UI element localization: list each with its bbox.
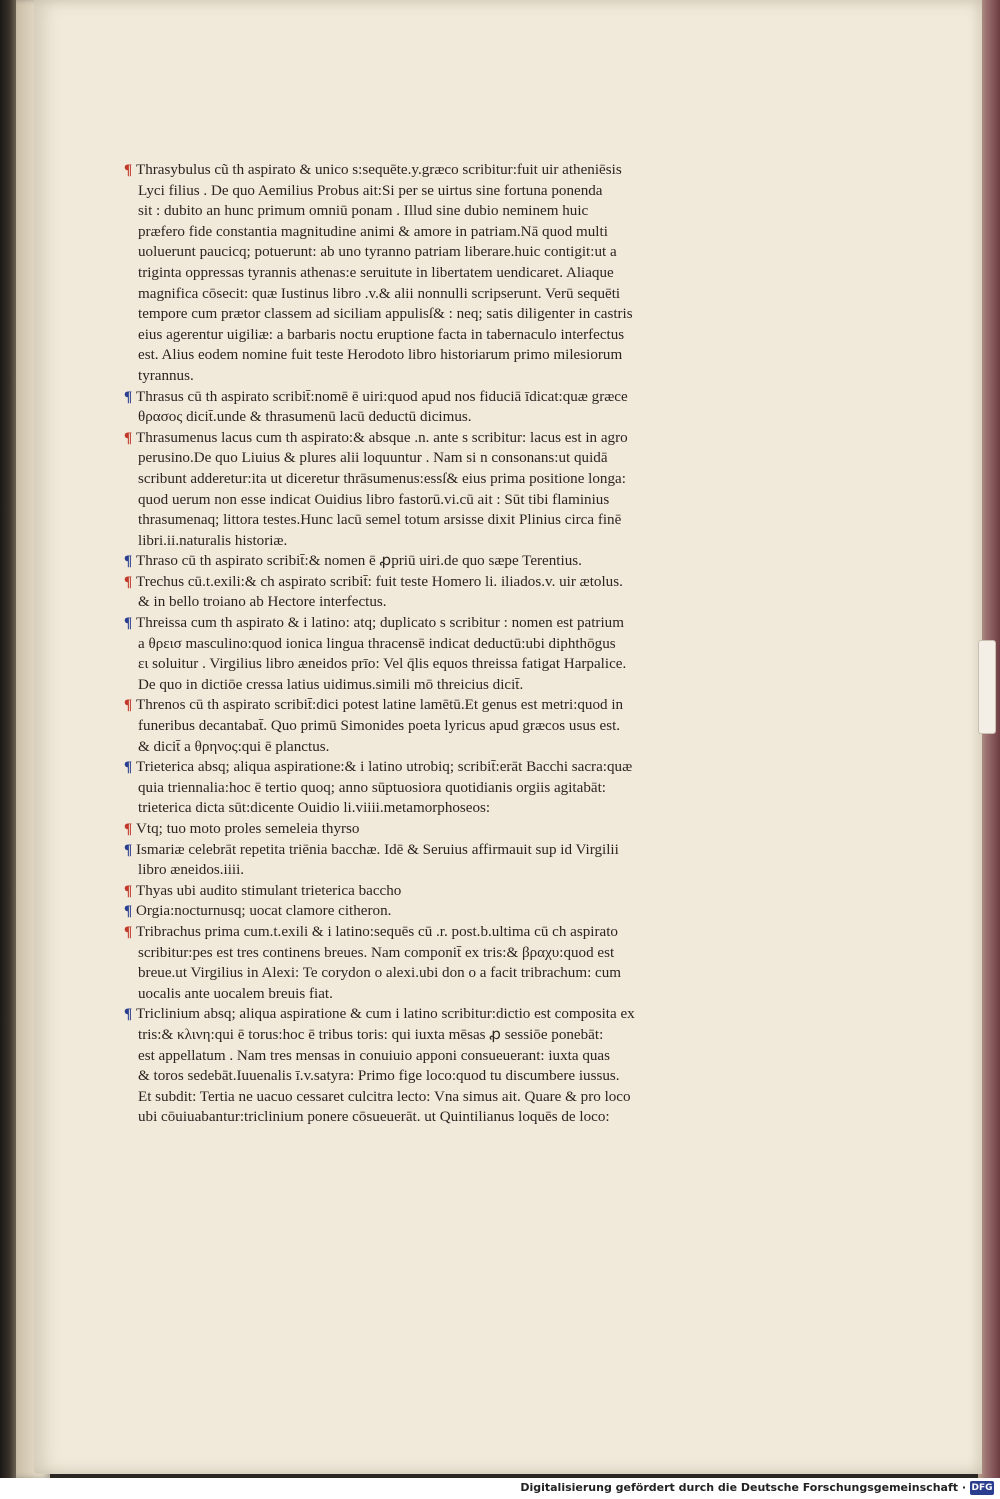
text-line — [124, 695, 758, 716]
text-line — [138, 860, 758, 881]
text-line — [138, 716, 758, 737]
text-line — [138, 1087, 758, 1108]
text-line-content: scribunt adderetur:ita ut diceretur thrāsumenus:essſ& eius prima positione longa: — [138, 470, 626, 487]
text-line-content: tris:& κλινη:qui ē torus:hoc ē tribus toris: qui iuxta mēsas ꝓ sessiōe ponebāt: — [138, 1026, 604, 1043]
text-line — [124, 881, 758, 902]
text-line-content: ει soluitur . Virgilius libro æneidos prīo: Vel q̄lis equos threissa fatigat Harpalice. — [138, 656, 627, 673]
paragraph-mark-icon: ¶ — [124, 759, 133, 776]
paragraph-mark-icon: ¶ — [124, 903, 133, 920]
text-line-content: & dicit̄ a θρηνος:qui ē planctus. — [138, 738, 330, 755]
text-line-content: & in bello troiano ab Hectore interfectus. — [138, 594, 387, 611]
text-line — [138, 984, 758, 1005]
text-line — [124, 819, 758, 840]
paragraph-mark-icon: ¶ — [124, 573, 133, 590]
text-line — [138, 675, 758, 696]
text-line-content: thrasumenaq; littora testes.Hunc lacū semel totum arsisse dixit Plinius circa finē — [138, 512, 622, 529]
text-line-content: Thrasus cū th aspirato scribit̄:nomē ē uiri:quod apud nos fiduciā īdicat:quæ græce — [136, 388, 628, 405]
text-line — [138, 201, 758, 222]
text-line — [138, 490, 758, 511]
text-line — [138, 448, 758, 469]
text-line-content: Thyas ubi audito stimulant trieterica baccho — [136, 882, 402, 899]
text-line-content: Threissa cum th aspirato & i latino: atq; duplicato s scribitur : nomen est patrium — [136, 615, 624, 632]
paragraph-mark-icon: ¶ — [124, 841, 133, 858]
text-line — [138, 284, 758, 305]
text-line — [124, 428, 758, 449]
text-line — [124, 613, 758, 634]
text-line-content: Threnos cū th aspirato scribit̄:dici potest latine lamētū.Et genus est metri:quod in — [136, 697, 624, 714]
text-line-content: Et subdit: Tertia ne uacuo cessaret culcitra lecto: Vna simus ait. Quare & pro loco — [138, 1088, 631, 1105]
text-line-content: scribitur:pes est tres continens breues. Nam componit̄ ex tris:& βραχυ:quod est — [138, 944, 615, 961]
text-line — [138, 1066, 758, 1087]
text-line-content: breue.ut Virgilius in Alexi: Te corydon o alexi.ubi don o a facit tribrachum: cum — [138, 965, 622, 982]
manuscript-page — [34, 0, 982, 1474]
text-line-content: Vtq; tuo moto proles semeleia thyrso — [136, 821, 360, 837]
text-line — [138, 943, 758, 964]
text-line — [138, 181, 758, 202]
footer-credit: Digitalisierung gefördert durch die Deutsche Forschungsgemeinschaft · — [520, 1481, 966, 1494]
text-line — [124, 387, 758, 408]
text-line-content: perusino.De quo Liuius & plures alii loquuntur . Nam si n consonans:ut quidā — [138, 450, 608, 467]
paragraph-mark-icon: ¶ — [124, 882, 133, 899]
text-line — [124, 757, 758, 778]
paragraph-mark-icon: ¶ — [124, 821, 133, 837]
text-line-content: Thrasumenus lacus cum th aspirato:& absque .n. ante s scribitur: lacus est in agro — [136, 429, 628, 446]
text-line — [124, 840, 758, 861]
text-line — [138, 325, 758, 346]
text-line-content: Ismariæ celebrāt repetita triēnia bacchæ. Idē & Seruius affirmauit sup id Virgilii — [136, 841, 619, 858]
text-line-content: libro æneidos.iiii. — [138, 862, 245, 879]
text-line-content: & toros sedebāt.Iuuenalis ī.v.satyra: Primo fige loco:quod tu discumbere iussus. — [138, 1068, 620, 1085]
text-line — [138, 304, 758, 325]
text-line — [124, 572, 758, 593]
paragraph-mark-icon: ¶ — [124, 923, 133, 940]
text-line-content: eius agerentur uigiliæ: a barbaris noctu eruptione facta in tabernaculo interfectus — [138, 326, 625, 343]
text-line-content: sit : dubito an hunc primum omniū ponam . Illud sine dubio neminem huic — [138, 203, 589, 220]
text-line — [138, 654, 758, 675]
text-line-content: Triclinium absq; aliqua aspiratione & cum i latino scribitur:dictio est composita ex — [136, 1006, 635, 1023]
text-line-content: funeribus decantabat̄. Quo primū Simonides poeta lyricus apud græcos usus est. — [138, 718, 621, 735]
text-line-content: a θρεισ masculino:quod ionica lingua thracensē indicat deductū:ubi diphthōgus — [138, 635, 616, 652]
text-line — [138, 407, 758, 428]
text-line-content: Orgia:nocturnusq; uocat clamore citheron. — [136, 903, 392, 920]
text-line-content: est. Alius eodem nomine fuit teste Herodoto libro historiarum primo milesiorum — [138, 347, 623, 364]
text-line-content: præfero fide constantia magnitudine animi & amore in patriam.Nā quod multi — [138, 223, 608, 240]
text-line-content: Thrasybulus cũ th aspirato & unico s:sequēte.y.græco scribitur:fuit uir atheniēsis — [136, 162, 622, 178]
paragraph-mark-icon: ¶ — [124, 615, 133, 632]
text-line — [138, 263, 758, 284]
text-line — [138, 242, 758, 263]
text-line — [138, 634, 758, 655]
text-line — [124, 160, 758, 181]
text-line-content: tempore cum prætor classem ad siciliam appulisſ& : neq; satis diligenter in castris — [138, 306, 633, 323]
text-line-content: quia triennalia:hoc ē tertio quoq; anno sūptuosiora quotidianis orgiis agitabāt: — [138, 779, 606, 796]
text-line — [138, 510, 758, 531]
text-line-content: uoluerunt paucicq; potuerunt: ab uno tyranno patriam liberare.huic contigit:ut a — [138, 244, 617, 261]
paragraph-mark-icon: ¶ — [124, 1006, 133, 1023]
text-line — [138, 345, 758, 366]
text-line-content: libri.ii.naturalis historiæ. — [138, 532, 288, 549]
paragraph-mark-icon: ¶ — [124, 553, 133, 570]
dfg-logo: DFG — [971, 1483, 993, 1493]
text-line-content: est appellatum . Nam tres mensas in conuiuio apponi consueuerant: iuxta quas — [138, 1047, 610, 1064]
paragraph-mark-icon: ¶ — [124, 162, 133, 178]
text-line-content: Thraso cū th aspirato scribit̄:& nomen ē ꝓpriū uiri.de quo sæpe Terentius. — [136, 553, 582, 570]
text-line-content: uocalis ante uocalem breuis fiat. — [138, 985, 333, 1002]
text-line — [138, 531, 758, 552]
footer-bar — [0, 1478, 1000, 1499]
text-line — [138, 1025, 758, 1046]
text-line — [138, 366, 758, 387]
paragraph-mark-icon: ¶ — [124, 388, 133, 405]
text-line-content: trieterica dicta sūt:dicente Ouidio li.viiii.metamorphoseos: — [138, 800, 491, 817]
text-line — [124, 922, 758, 943]
text-line-content: ubi cōuiuabantur:triclinium ponere cōsueuerāt. ut Quintilianus loquēs de loco: — [138, 1109, 610, 1126]
text-line-content: tyrannus. — [138, 367, 194, 384]
text-line-content: θρασος dicit̄.unde & thrasumenū lacū deductū dicimus. — [138, 409, 472, 426]
text-line-content: quod uerum non esse indicat Ouidius libro fastorū.vi.cū ait : Sūt tibi flaminius — [138, 491, 610, 508]
text-line-content: De quo in dictiōe cressa latius uidimus.simili mō threicius dicit̄. — [138, 676, 524, 693]
text-line-content: Trechus cū.t.exili:& ch aspirato scribit̄: fuit teste Homero li. iliados.v. uir ætolus. — [136, 573, 623, 590]
text-line-content: Tribrachus prima cum.t.exili & i latino:sequēs cū .r. post.b.ultima cū ch aspirato — [136, 923, 618, 940]
incunable-text-block — [124, 160, 758, 1128]
paragraph-mark-icon: ¶ — [124, 429, 133, 446]
text-line — [138, 1046, 758, 1067]
text-line — [138, 737, 758, 758]
text-line — [124, 901, 758, 922]
text-line — [124, 1004, 758, 1025]
text-line-content: Trieterica absq; aliqua aspiratione:& i latino utrobiq; scribit̄:erāt Bacchi sacra:quæ — [136, 759, 633, 776]
text-line — [138, 963, 758, 984]
paragraph-mark-icon: ¶ — [124, 697, 133, 714]
text-line-content: Lyci filius . De quo Aemilius Probus ait:Si per se uirtus sine fortuna ponenda — [138, 182, 603, 199]
text-line — [138, 222, 758, 243]
text-line — [138, 592, 758, 613]
text-line — [138, 778, 758, 799]
page-tab-marker — [978, 640, 996, 734]
text-line-content: magnifica cōsecit: quæ Iustinus libro .v.& alii nonnulli scripserunt. Verū sequēti — [138, 285, 621, 302]
text-line — [124, 551, 758, 572]
text-line — [138, 798, 758, 819]
text-line-content: triginta oppressas tyrannis athenas:e seruitute in libertatem uendicaret. Aliaque — [138, 264, 614, 281]
text-line — [138, 1107, 758, 1128]
text-line — [138, 469, 758, 490]
